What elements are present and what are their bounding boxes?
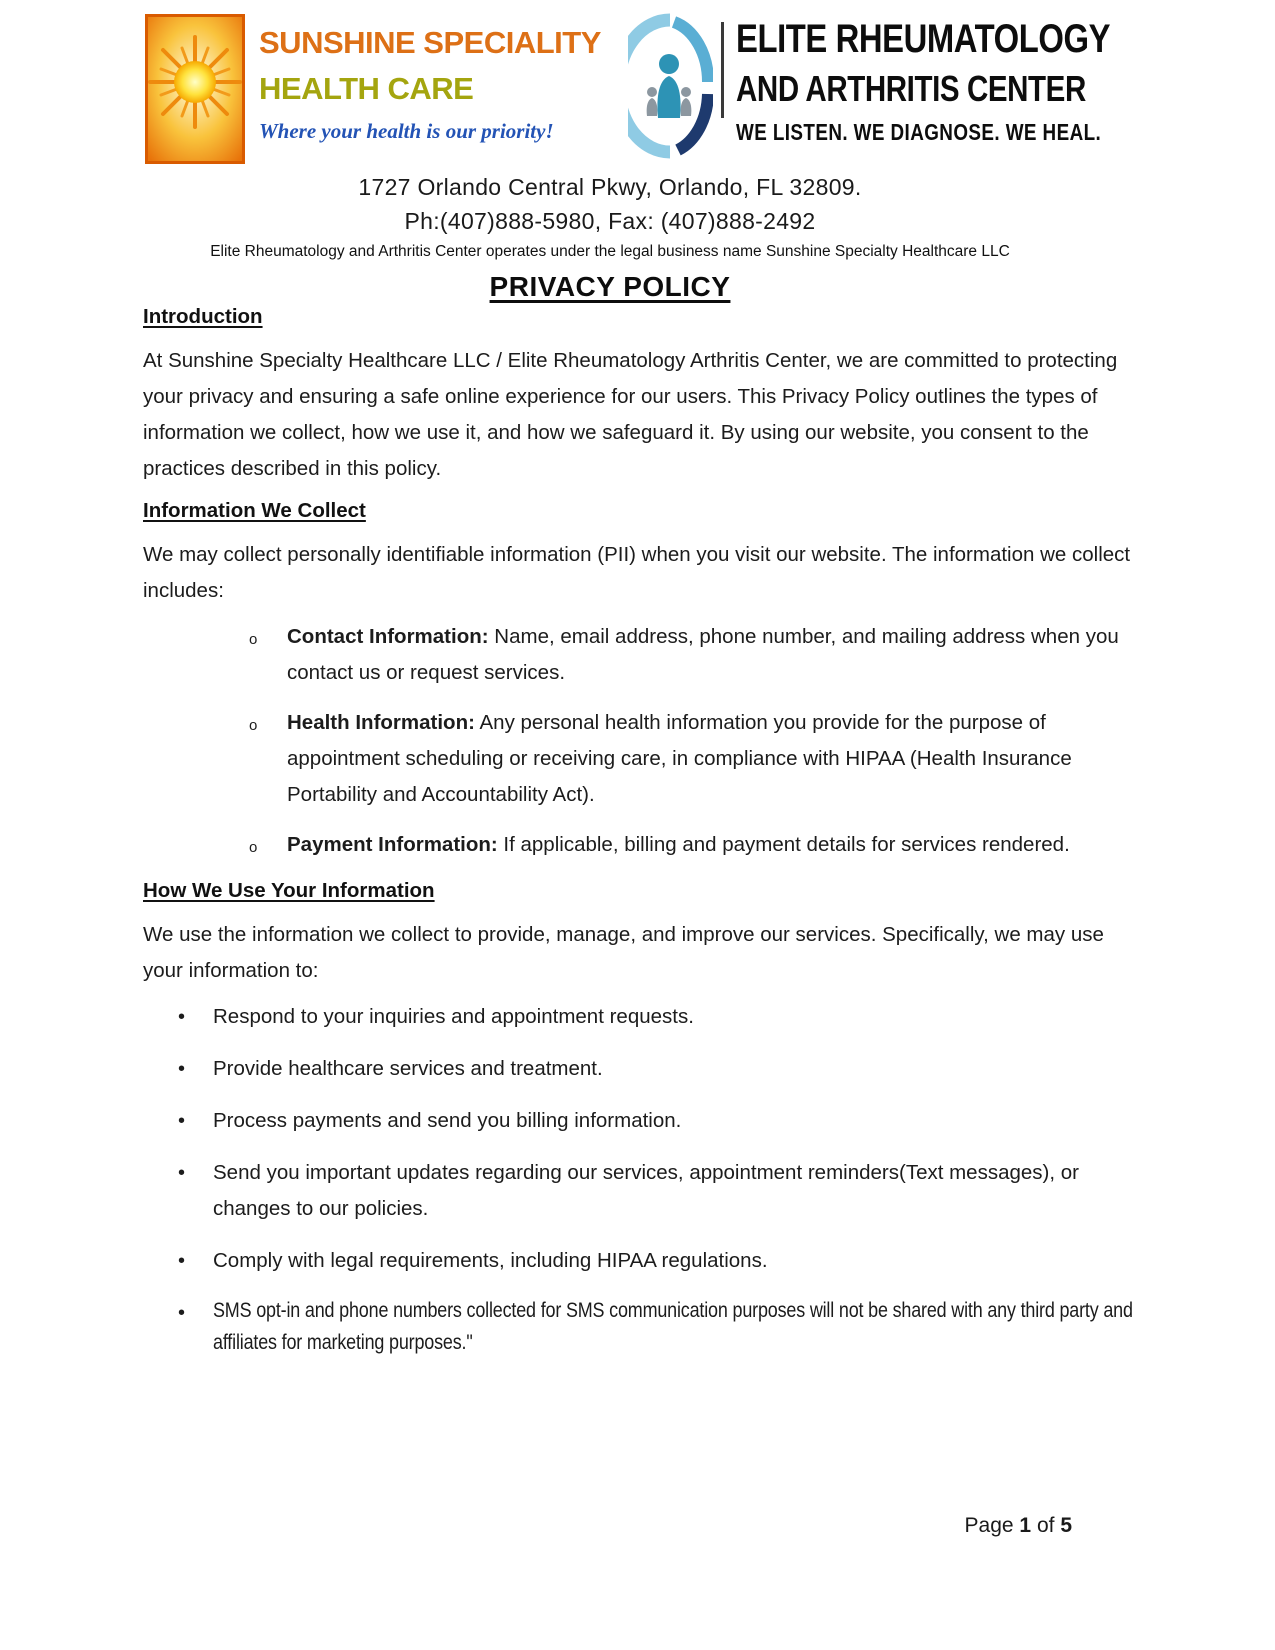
elite-emblem-icon — [628, 12, 713, 160]
list-item-body: Provide healthcare services and treatment. — [213, 1057, 603, 1080]
page-number: 1 — [1019, 1514, 1032, 1537]
list-item-body: SMS opt-in and phone numbers collected for SMS communication purposes will not be shared with any third party and affiliates for marketing purposes." — [213, 1299, 1133, 1354]
elite-logo-text — [736, 12, 1192, 146]
phone-fax-line: Ph:(407)888-5980, Fax: (407)888-2492 — [404, 208, 816, 234]
sunshine-tagline: Where your health is our priority! — [259, 119, 554, 143]
list-item-text — [287, 619, 1135, 691]
sunshine-logo-text — [259, 14, 601, 164]
paragraph-information-we-collect: We may collect personally identifiable information (PII) when you visit our website. The information we collect includes: — [143, 543, 1131, 602]
page-number-footer — [965, 1514, 1072, 1538]
header-center — [35, 172, 1185, 303]
bullet-marker: o — [249, 631, 258, 648]
of-label: of — [1036, 1514, 1055, 1537]
list-item-text — [287, 827, 1135, 863]
list-item-body: Any personal health information you provide for the purpose of appointment scheduling or receiving care, in compliance with HIPAA (Health Insurance Portability and Accountability Act). — [287, 711, 1072, 806]
bullet-marker: • — [178, 1058, 186, 1080]
document-body — [143, 303, 1135, 1375]
list-item-process-payments — [143, 1103, 1135, 1139]
list-item-text — [213, 999, 1135, 1035]
list-item-body: If applicable, billing and payment details for services rendered. — [503, 833, 1070, 856]
list-item-contact-information — [143, 619, 1135, 691]
list-item-lead: Payment Information: — [287, 833, 498, 856]
bullet-marker: o — [249, 717, 258, 734]
list-item-text — [213, 1295, 1135, 1359]
sunshine-title-line1: SUNSHINE SPECIALITY — [259, 25, 601, 60]
bullet-marker: o — [249, 839, 258, 856]
elite-logo — [628, 12, 1192, 160]
list-item-payment-information — [143, 827, 1135, 863]
bullet-marker: • — [178, 1302, 186, 1324]
section-heading-introduction: Introduction — [143, 305, 263, 328]
section-heading-how-we-use: How We Use Your Information — [143, 879, 435, 902]
list-item-respond — [143, 999, 1135, 1035]
section-heading-information-we-collect: Information We Collect — [143, 499, 366, 522]
list-item-text — [287, 705, 1135, 813]
paragraph-introduction: At Sunshine Specialty Healthcare LLC / Elite Rheumatology Arthritis Center, we are committed to protecting your privacy and ensuring a safe online experience for our users. This Privacy Policy outlines the types of information we collect, how we use it, and how we safeguard it. By using our website, you consent to the practices described in this policy. — [143, 349, 1118, 480]
paragraph-how-we-use: We use the information we collect to provide, manage, and improve our services. Specifically, we may use your information to: — [143, 923, 1104, 982]
page-title: PRIVACY POLICY — [489, 271, 731, 302]
elite-slogan: WE LISTEN. WE DIAGNOSE. WE HEAL. — [736, 119, 1102, 145]
list-item-body: Name, email address, phone number, and mailing address when you contact us or request services. — [287, 625, 1119, 684]
list-item-lead: Contact Information: — [287, 625, 489, 648]
how-we-use-list — [143, 999, 1135, 1359]
bullet-marker: • — [178, 1006, 186, 1028]
sunshine-title-line2: HEALTH CARE — [259, 71, 474, 106]
elite-title-line1: ELITE RHEUMATOLOGY — [736, 17, 1111, 61]
sunshine-logo — [145, 14, 601, 164]
bullet-marker: • — [178, 1110, 186, 1132]
list-item-text — [213, 1155, 1135, 1227]
list-item-provide-services — [143, 1051, 1135, 1087]
address-line: 1727 Orlando Central Pkwy, Orlando, FL 32809. — [358, 174, 862, 200]
list-item-text — [213, 1243, 1135, 1279]
list-item-body: Send you important updates regarding our services, appointment reminders(Text messages), or changes to our policies. — [213, 1161, 1079, 1220]
sun-icon — [145, 14, 245, 164]
list-item-text — [213, 1103, 1135, 1139]
list-item-body: Process payments and send you billing information. — [213, 1109, 682, 1132]
legal-name-line: Elite Rheumatology and Arthritis Center operates under the legal business name Sunshine Specialty Healthcare LLC — [210, 243, 1010, 260]
list-item-health-information — [143, 705, 1135, 813]
page-label: Page — [964, 1514, 1014, 1537]
list-item-body: Respond to your inquiries and appointment requests. — [213, 1005, 694, 1028]
list-item-lead: Health Information: — [287, 711, 475, 734]
list-item-sms-optin — [143, 1295, 1135, 1359]
bullet-marker: • — [178, 1162, 186, 1184]
elite-title-line2: AND ARTHRITIS CENTER — [736, 68, 1086, 109]
list-item-text — [213, 1051, 1135, 1087]
list-item-body: Comply with legal requirements, including HIPAA regulations. — [213, 1249, 768, 1272]
bullet-marker: • — [178, 1250, 186, 1272]
page-total: 5 — [1060, 1514, 1072, 1537]
list-item-send-updates — [143, 1155, 1135, 1227]
info-collect-list — [143, 619, 1135, 863]
list-item-comply-legal — [143, 1243, 1135, 1279]
logo-divider — [721, 22, 724, 118]
